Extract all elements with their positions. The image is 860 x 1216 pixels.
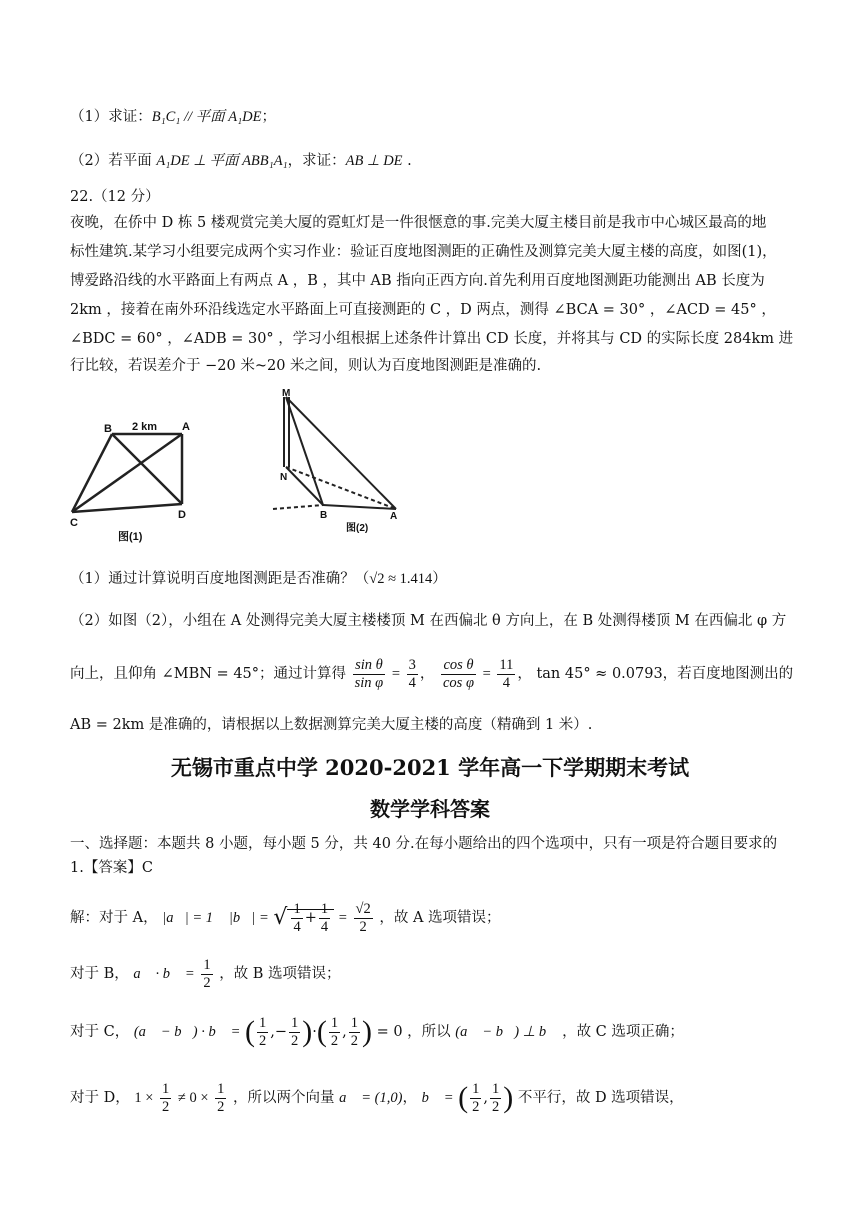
denominator: 2 xyxy=(291,1032,299,1049)
numerator: 1 xyxy=(320,900,329,917)
q22-body-line: 标性建筑.某学习小组要完成两个实习作业：验证百度地图测距的正确性及测算完美大厦主楼的高度，如图(1)， xyxy=(70,244,777,260)
denominator: 2 xyxy=(330,1032,339,1049)
fraction xyxy=(490,1081,501,1116)
math-expr: B₁C₁ // 平面 A₁DE xyxy=(151,109,262,125)
math-expr: |a⃗| = 1， xyxy=(162,910,225,926)
q22-sub2-line1: （2）如图（2），小组在 A 处测得完美大厦主楼楼顶 M 在西偏北 θ 方向上，在 B 处测得楼顶 M 在西偏北 φ 方 xyxy=(70,613,787,629)
section-heading: 一、选择题：本题共 8 小题，每小题 5 分，共 40 分.在每小题给出的四个选项中，只有一项是符合题目要求的 xyxy=(70,836,778,852)
math-expr: 1 × xyxy=(134,1090,154,1106)
q22-body-line: 夜晚，在侨中 D 栋 5 楼观赏完美大厦的霓虹灯是一件很惬意的事.完美大厦主楼目前是我市中心城区最高的地 xyxy=(70,215,767,231)
label-B: B xyxy=(104,423,112,435)
fraction xyxy=(354,901,373,936)
label-N: N xyxy=(280,472,288,483)
q22-body-line: 行比较，若误差介于 −20 米~20 米之间，则认为百度地图测距是准确的. xyxy=(70,358,542,374)
building-diagram xyxy=(268,385,418,540)
denominator: 4 xyxy=(320,918,329,935)
numerator: 11 xyxy=(499,656,514,673)
math-expr: A₁DE ⊥ 平面 ABB₁A₁ xyxy=(156,153,288,169)
text: 对于 B， xyxy=(70,966,129,982)
label-D: D xyxy=(178,509,186,521)
math-expr: a⃗ = (1,0) xyxy=(339,1090,403,1106)
text: （1）通过计算说明百度地图测距是否准确？（ xyxy=(70,571,370,587)
equals: = xyxy=(391,666,401,682)
solution-d: 对于 D， 1 × $\frac{1}{2}$ ≠ 0 × $\frac{1}{2}$ ，所以两个向量 a⃗ = (1,0)， b⃗ = ( $\frac{1}{2}$ , $\frac{1}{2}$ ) 不平行，故 D 选项错误， xyxy=(70,1080,684,1115)
fraction xyxy=(349,1015,360,1050)
text: ，故 A 选项错误； xyxy=(379,910,501,926)
math-expr: |b⃗| = xyxy=(228,910,269,926)
q22-body-line: 2km ，接着在南外环沿线选定水平路面上可直接测距的 C ，D 两点，测得 ∠BCA = 30° ，∠ACD = 45° ， xyxy=(70,302,776,318)
fraction xyxy=(497,657,515,692)
text: 解：对于 A， xyxy=(70,910,158,926)
text: tan 45° ≈ 0.0793，若百度地图测出的 xyxy=(536,666,794,682)
math-expr: √2 ≈ 1.414 xyxy=(369,571,433,587)
text: 向上，且仰角 ∠MBN = 45°；通过计算得 xyxy=(70,666,347,682)
part-label: （1）求证： xyxy=(70,109,152,125)
paren: ( xyxy=(245,1015,255,1048)
q22-sub2-line3: AB = 2km 是准确的，请根据以上数据测算完美大厦主楼的高度（精确到 1 米）. xyxy=(70,717,593,733)
fraction xyxy=(470,1081,481,1116)
label-A: A xyxy=(182,421,190,433)
text: ，求证： xyxy=(287,153,346,169)
text: 对于 C， xyxy=(70,1024,130,1040)
numerator: √2 xyxy=(355,900,371,917)
q21-part2 xyxy=(70,150,800,172)
paren: ( xyxy=(316,1015,327,1048)
label-M: M xyxy=(282,388,291,399)
figure-2 xyxy=(268,385,418,540)
denominator: 2 xyxy=(350,1032,358,1049)
paren: ) xyxy=(503,1081,514,1114)
punct: ； xyxy=(261,109,277,125)
text: ，故 C 选项正确； xyxy=(562,1024,684,1040)
math-expr: (a⃗ − b⃗) ⊥ b⃗ xyxy=(455,1024,558,1040)
fraction xyxy=(441,657,476,692)
numerator: 1 xyxy=(203,956,211,973)
fraction xyxy=(319,901,330,936)
text: = 0 ，所以 xyxy=(376,1024,451,1040)
numerator: 1 xyxy=(350,1014,358,1031)
fraction xyxy=(289,1015,300,1050)
figure-1 xyxy=(60,410,210,550)
fraction xyxy=(215,1081,226,1116)
numerator: 1 xyxy=(162,1080,170,1097)
solution-a xyxy=(70,896,800,940)
q22-sub1 xyxy=(70,568,800,590)
paren: ) xyxy=(302,1015,313,1048)
math-expr: (a⃗ − b⃗) · b⃗ = xyxy=(133,1024,241,1040)
numerator: 1 xyxy=(491,1080,500,1097)
numerator: 3 xyxy=(408,656,416,673)
numerator: 1 xyxy=(217,1080,225,1097)
sqrt-sign: √ xyxy=(273,905,288,930)
fig1-caption: 图(1) xyxy=(118,531,143,543)
denominator: 2 xyxy=(359,918,367,935)
denominator: 2 xyxy=(472,1098,480,1115)
fraction xyxy=(407,657,418,692)
text: ，所以两个向量 xyxy=(232,1090,335,1106)
answer-1: 1.【答案】C xyxy=(70,860,153,876)
label-C: C xyxy=(70,517,78,529)
punct: ） xyxy=(432,571,447,587)
denominator: cos φ xyxy=(442,674,474,691)
paren: ( xyxy=(458,1081,469,1114)
numerator: 1 xyxy=(291,1014,299,1031)
denominator: 2 xyxy=(217,1098,225,1115)
denominator: 2 xyxy=(203,974,211,991)
solution-c: 对于 C， (a⃗ − b⃗) · b⃗ = ( $\frac{1}{2}$ ,− $\frac{1}{2}$ )·( $\frac{1}{2}$ , $\frac{1}{2}$ ) = 0 ，所以 (a⃗ − b⃗) ⊥ b⃗ ，故 C 选项正确； xyxy=(70,1014,684,1049)
denominator: 2 xyxy=(162,1098,170,1115)
numerator: 1 xyxy=(259,1014,267,1031)
numerator: sin θ xyxy=(355,656,383,673)
equals: = xyxy=(338,910,347,926)
q22-body-line: ∠BDC = 60° ，∠ADB = 30° ，学习小组根据上述条件计算出 CD 长度，并将其与 CD 的实际长度 284km 进 xyxy=(70,331,794,347)
fraction xyxy=(201,957,212,992)
radicand: $\frac{1}{4}$ + $\frac{1}{4}$ xyxy=(287,909,334,926)
q22-sub2-line2: 向上，且仰角 ∠MBN = 45°；通过计算得 $\frac{\text{sin θ}}{\text{sin φ}}$ = $\frac{3}{4}$ ， $\frac{\text{cos θ}}{\text{cos φ}}$ = $\frac{11}{4}$ ， tan 45° ≈ 0.0793，若百度地图测出的 xyxy=(70,656,794,691)
fraction xyxy=(329,1015,340,1050)
denominator: 4 xyxy=(502,674,510,691)
paren: ) xyxy=(361,1015,372,1048)
denominator: 4 xyxy=(293,918,301,935)
q22-body-line: 博爱路沿线的水平路面上有两点 A ，B ，其中 AB 指向正西方向.首先利用百度地图测距功能测出 AB 长度为 xyxy=(70,273,765,289)
numerator: 1 xyxy=(330,1014,339,1031)
answer-title: 无锡市重点中学 2020-2021 学年高一下学期期末考试 xyxy=(170,755,690,780)
label-B: B xyxy=(320,510,328,521)
part-label: （2）若平面 xyxy=(70,153,152,169)
denominator: 2 xyxy=(259,1032,267,1049)
math-expr: a⃗ · b⃗ = xyxy=(133,966,195,982)
math-expr: AB ⊥ DE xyxy=(345,153,403,169)
fig2-caption: 图(2) xyxy=(346,523,369,534)
denominator: 2 xyxy=(491,1098,500,1115)
text: 不平行，故 D 选项错误， xyxy=(517,1090,684,1106)
fraction xyxy=(291,901,302,936)
math-expr: b⃗ = xyxy=(421,1090,454,1106)
q22-header: 22.（12 分） xyxy=(70,189,160,205)
label-A: A xyxy=(390,511,398,522)
fraction xyxy=(257,1015,268,1050)
solution-b xyxy=(70,952,800,996)
denominator: sin φ xyxy=(354,674,384,691)
numerator: 1 xyxy=(293,900,301,917)
fraction xyxy=(353,657,386,692)
text: 对于 D， xyxy=(70,1090,130,1106)
math-expr: ≠ 0 × xyxy=(177,1090,209,1106)
text: ，故 B 选项错误； xyxy=(219,966,341,982)
answer-subtitle: 数学学科答案 xyxy=(370,797,490,821)
punct: ， xyxy=(402,1090,417,1106)
numerator: cos θ xyxy=(443,656,474,673)
quadrilateral-diagram xyxy=(60,410,210,550)
label-2km: 2 km xyxy=(132,421,158,433)
equals: = xyxy=(482,666,491,682)
numerator: 1 xyxy=(472,1080,480,1097)
punct: . xyxy=(407,153,412,169)
denominator: 4 xyxy=(408,674,416,691)
fraction xyxy=(160,1081,171,1116)
q21-part1 xyxy=(70,106,800,128)
